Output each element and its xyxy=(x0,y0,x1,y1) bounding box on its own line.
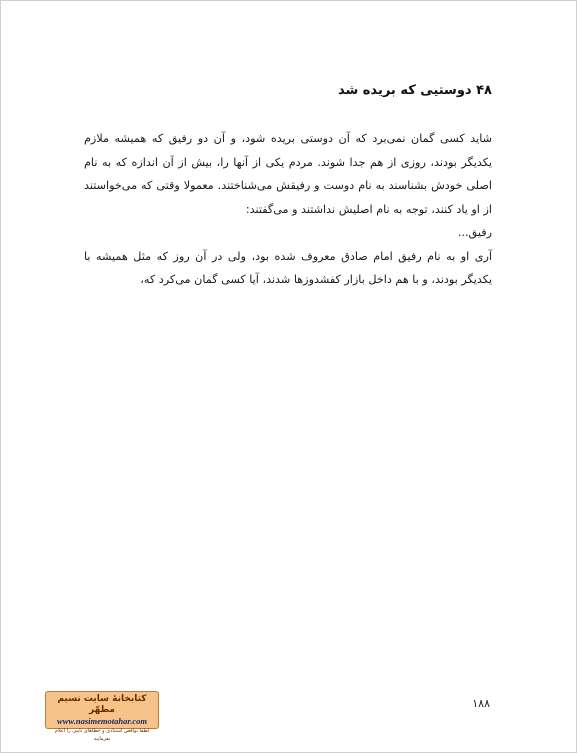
body-text xyxy=(84,127,492,292)
stamp-title: کتابخانهٔ سایت نسیم مطهّر xyxy=(57,694,147,715)
paragraph-1: شاید کسی گمان نمی‌برد که آن دوستی بریده شود، و آن دو رفیق که همیشه ملازم یکدیگر بودند، روزی از هم جدا شوند. مردم یکی از آنها را، بیش از آن اندازه که به نام اصلی خودش بشناسند به نام دوست و رفیقش می‌شناختند. معمولا وقتی که می‌خواستند از او یاد کنند، توجه به نام اصلیش نداشتند و می‌گفتند: xyxy=(84,132,492,216)
library-stamp[interactable] xyxy=(45,691,159,742)
paragraph-2: رفیق... xyxy=(457,226,492,239)
page-number: ۱۸۸ xyxy=(472,697,490,710)
stamp-note: لطفا نواقص استنادی و خطاهای تایپی را اعلام بفرمایید xyxy=(54,728,150,742)
chapter-title: ۴۸ دوستیی که بریده شد xyxy=(337,83,492,98)
stamp-url[interactable]: www.nasimemotahar.com xyxy=(57,716,147,726)
paragraph-3: آری او به نام رفیق امام صادق معروف شده بود، ولی در آن روز که مثل همیشه با یکدیگر بودند، و با هم داخل بازار کفشدوزها شدند، آیا کسی گمان می‌کرد که، xyxy=(84,249,492,286)
